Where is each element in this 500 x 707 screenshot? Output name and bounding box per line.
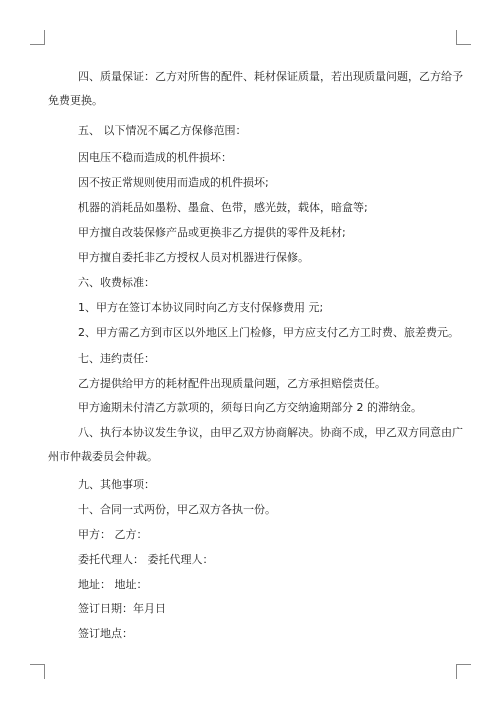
- liability-item-1: 乙方提供给甲方的耗材配件出现质量问题，乙方承担赔偿责任。: [78, 377, 386, 390]
- list-item-misuse: 因不按正常规则使用而造成的机件损坏;: [78, 176, 269, 189]
- signature-place: 签订地点：: [78, 627, 133, 640]
- heading-exclusions: 五、 以下情况不属乙方保修范围：: [78, 124, 247, 137]
- list-item-voltage: 因电压不稳而造成的机件损坏：: [78, 151, 232, 164]
- signature-parties: 甲方： 乙方：: [78, 528, 148, 541]
- paragraph-quality-guarantee-cont: 免费更换。: [48, 94, 103, 107]
- crop-mark-top-right: [456, 30, 471, 45]
- heading-liability: 七、违约责任：: [78, 352, 155, 365]
- signature-addresses: 地址： 地址：: [78, 578, 148, 591]
- liability-item-2: 甲方逾期未付清乙方款项的，须每日向乙方交纳逾期部分 2 的滞纳金。: [78, 401, 422, 414]
- signature-agents: 委托代理人： 委托代理人：: [78, 553, 214, 566]
- heading-other-matters: 九、其他事项：: [78, 478, 155, 491]
- fee-item-1: 1、甲方在签订本协议同时向乙方支付保修费用 元;: [78, 301, 324, 314]
- paragraph-copies: 十、合同一式两份，甲乙双方各执一份。: [78, 503, 276, 516]
- fee-item-2: 2、甲方需乙方到市区以外地区上门检修，甲方应支付乙方工时费、旅差费元。: [78, 326, 459, 339]
- signature-date: 签订日期：年月日: [78, 602, 166, 615]
- list-item-modification: 甲方擅自改装保修产品或更换非乙方提供的零件及耗材;: [78, 226, 346, 239]
- heading-fees: 六、收费标准：: [78, 276, 155, 289]
- crop-mark-top-left: [30, 30, 45, 45]
- list-item-unauthorized: 甲方擅自委托非乙方授权人员对机器进行保修。: [78, 251, 309, 264]
- paragraph-dispute: 八、执行本协议发生争议，由甲乙双方协商解决。协商不成，甲乙双方同意由广: [78, 426, 463, 439]
- paragraph-dispute-cont: 州市仲裁委员会仲裁。: [48, 450, 158, 463]
- paragraph-quality-guarantee: 四、质量保证：乙方对所售的配件、耗材保证质量，若出现质量问题，乙方给予: [78, 70, 463, 83]
- crop-mark-bottom-left: [30, 664, 45, 679]
- list-item-consumables: 机器的消耗品如墨粉、墨盒、色带，感光鼓，载体，暗盒等;: [78, 201, 368, 214]
- crop-mark-bottom-right: [456, 664, 471, 679]
